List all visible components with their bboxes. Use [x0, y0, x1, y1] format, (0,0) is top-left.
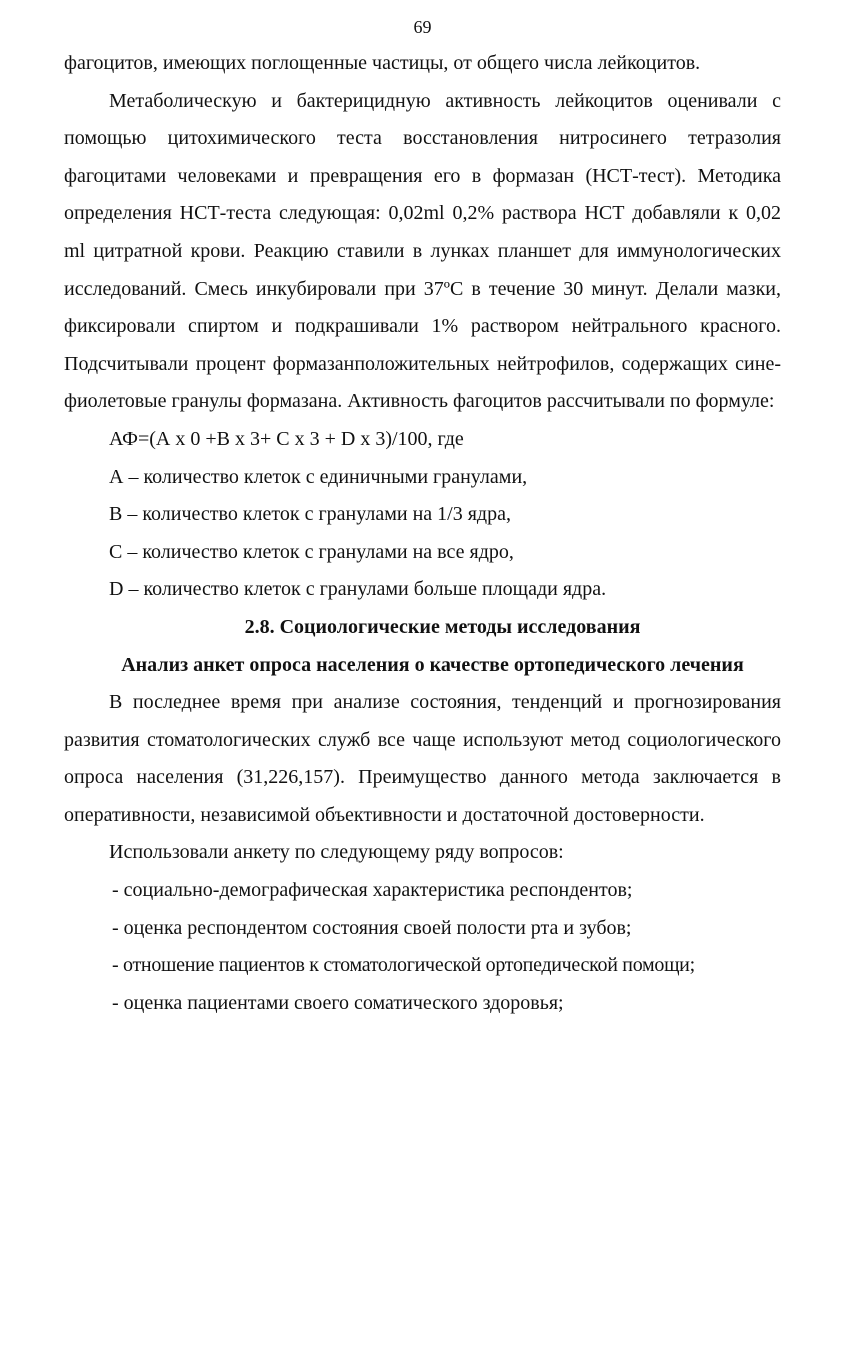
list-item: - оценка респондентом состояния своей полости рта и зубов; [112, 916, 632, 939]
list-item: - социально-демографическая характеристика респондентов; [112, 879, 633, 902]
page-number: 69 [413, 17, 432, 37]
formula-definition-b: В – количество клеток с гранулами на 1/3 ядра, [109, 503, 511, 526]
formula-definition-a: А – количество клеток с единичными гранулами, [109, 465, 528, 488]
subsection-heading: Анализ анкет опроса населения о качестве ортопедического лечения [121, 653, 744, 676]
list-item: - отношение пациентов к стоматологической ортопедической помощи; [112, 954, 695, 977]
formula-definition-c: С – количество клеток с гранулами на все ядро, [109, 540, 514, 563]
formula-definition-d: D – количество клеток с гранулами больше площади ядра. [109, 578, 607, 601]
paragraph-questionnaire-intro: Использовали анкету по следующему ряду вопросов: [109, 841, 564, 864]
formula-af: АФ=(А х 0 +В х 3+ С х 3 + D х 3)/100, где [109, 427, 464, 450]
section-heading: 2.8. Социологические методы исследования [244, 615, 641, 638]
paragraph-nst-test-method: Метаболическую и бактерицидную активность лейкоцитов оценивали с помощью цитохимического теста восстановления нитросинего тетразолия фагоцитами человеками и превращения его в формазан (НСТ-тест). Методика определения НСТ-теста следующая: 0,02ml 0,2% раствора НСТ добавляли к 0,02 ml цитратной крови. Реакцию ставили в лунках планшет для иммунологических исследований. Смесь инкубировали при 37ºС в течение 30 минут. Делали мазки, фиксировали спиртом и подкрашивали 1% раствором нейтрального красного. Подсчитывали процент формазанположительных нейтрофилов, содержащих сине-фиолетовые гранулы формазана. Активность фагоцитов рассчитывали по формуле: [64, 89, 781, 413]
paragraph-sociological-survey: В последнее время при анализе состояния, тенденций и прогнозирования развития стоматологических служб все чаще используют метод социологического опроса населения (31,226,157). Преимущество данного метода заключается в оперативности, независимой объективности и достаточной достоверности. [64, 691, 781, 826]
page-body [64, 45, 781, 1022]
list-item: - оценка пациентами своего соматического здоровья; [112, 991, 564, 1014]
paragraph-phagocytes-continuation: фагоцитов, имеющих поглощенные частицы, от общего числа лейкоцитов. [64, 52, 701, 74]
